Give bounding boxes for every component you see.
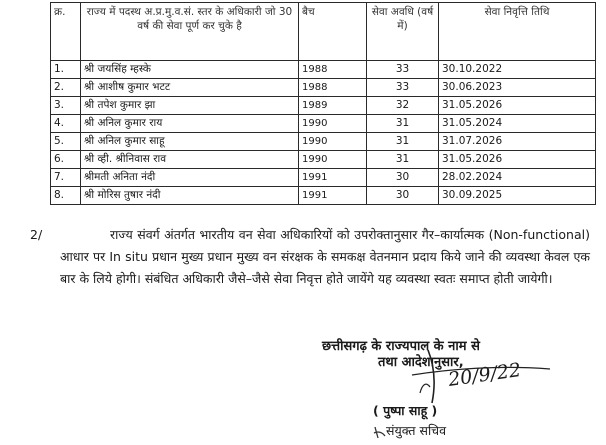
retirement-date: 31.05.2024 [439, 115, 596, 133]
signature-stroke [428, 350, 434, 403]
batch-year: 1990 [299, 133, 367, 151]
batch-year: 1988 [299, 61, 367, 79]
signatory-name: ( पुष्पा साहू ) [373, 403, 438, 418]
table-row [51, 187, 596, 205]
retirement-date: 31.07.2026 [439, 133, 596, 151]
table-row [51, 133, 596, 151]
retirement-date: 31.05.2026 [439, 151, 596, 169]
table-row [51, 97, 596, 115]
serial-no: 1. [51, 61, 81, 79]
initial-stroke [374, 427, 385, 438]
retirement-date: 28.02.2024 [439, 169, 596, 187]
service-years: 30 [367, 187, 439, 205]
batch-year: 1990 [299, 151, 367, 169]
batch-year: 1990 [299, 115, 367, 133]
service-years: 30 [367, 169, 439, 187]
service-years: 33 [367, 79, 439, 97]
service-years: 32 [367, 97, 439, 115]
officer-name: श्री तपेश कुमार झा [81, 97, 299, 115]
batch-year: 1991 [299, 169, 367, 187]
signature-stroke [420, 384, 430, 393]
order-paragraph [60, 224, 590, 290]
officer-name: श्री अनिल कुमार राय [81, 115, 299, 133]
header-officer-name: राज्य में पदस्थ अ.प्र.मु.व.सं. स्तर के अधिकारी जो 30 वर्ष की सेवा पूर्ण कर चुके है [81, 3, 299, 61]
serial-no: 7. [51, 169, 81, 187]
table-row [51, 61, 596, 79]
service-years: 31 [367, 115, 439, 133]
officer-name: श्री आशीष कुमार भटट [81, 79, 299, 97]
serial-no: 5. [51, 133, 81, 151]
service-years: 33 [367, 61, 439, 79]
serial-no: 6. [51, 151, 81, 169]
officer-name: श्रीमती अनिता नंदी [81, 169, 299, 187]
batch-year: 1988 [299, 79, 367, 97]
retirement-date: 30.10.2022 [439, 61, 596, 79]
service-years: 31 [367, 133, 439, 151]
officer-name: श्री अनिल कुमार साहू [81, 133, 299, 151]
service-years: 31 [367, 151, 439, 169]
retirement-date: 31.05.2026 [439, 97, 596, 115]
header-retirement-date: सेवा निवृत्ति तिथि [439, 3, 596, 61]
signatory-designation: संयुक्त सचिव [386, 423, 447, 438]
table-row [51, 169, 596, 187]
authority-line: छत्तीसगढ़ के राज्यपाल के नाम से [322, 339, 480, 354]
serial-no: 2. [51, 79, 81, 97]
header-batch: बैच [299, 3, 367, 61]
serial-no: 8. [51, 187, 81, 205]
batch-year: 1989 [299, 97, 367, 115]
handwritten-date: 20/9/22 [446, 359, 523, 391]
table-row [51, 115, 596, 133]
table-header-row [51, 3, 596, 61]
officer-name: श्री मोरिस तुषार नंदी [81, 187, 299, 205]
serial-no: 3. [51, 97, 81, 115]
batch-year: 1991 [299, 187, 367, 205]
retirement-date: 30.09.2025 [439, 187, 596, 205]
header-serial-no: क्र. [51, 3, 81, 61]
order-paragraph-text: राज्य संवर्ग अंतर्गत भारतीय वन सेवा अधिकारियों को उपरोक्तानुसार गैर–कार्यात्मक (Non-functional) आधार पर In situ प्रधान मुख्य प्रधान मुख्य वन संरक्षक के समकक्ष वेतनमान प्रदाय किये जाने की व्यवस्था केवल एक बार के लिये होगी। संबंधित अधिकारी जैसे–जैसे सेवा निवृत्त होते जायेंगे यह व्यवस्था स्वतः समाप्त होती जायेगी। [60, 227, 590, 286]
order-line: तथा आदेशानुसार, [378, 355, 464, 370]
table-row [51, 79, 596, 97]
officer-name: श्री जयसिंह म्हस्के [81, 61, 299, 79]
officers-table [50, 2, 596, 205]
header-service-duration: सेवा अवधि (वर्ष में) [367, 3, 439, 61]
paragraph-number: 2/ [30, 227, 43, 242]
retirement-date: 30.06.2023 [439, 79, 596, 97]
officer-name: श्री व्ही. श्रीनिवास राव [81, 151, 299, 169]
serial-no: 4. [51, 115, 81, 133]
table-row [51, 151, 596, 169]
